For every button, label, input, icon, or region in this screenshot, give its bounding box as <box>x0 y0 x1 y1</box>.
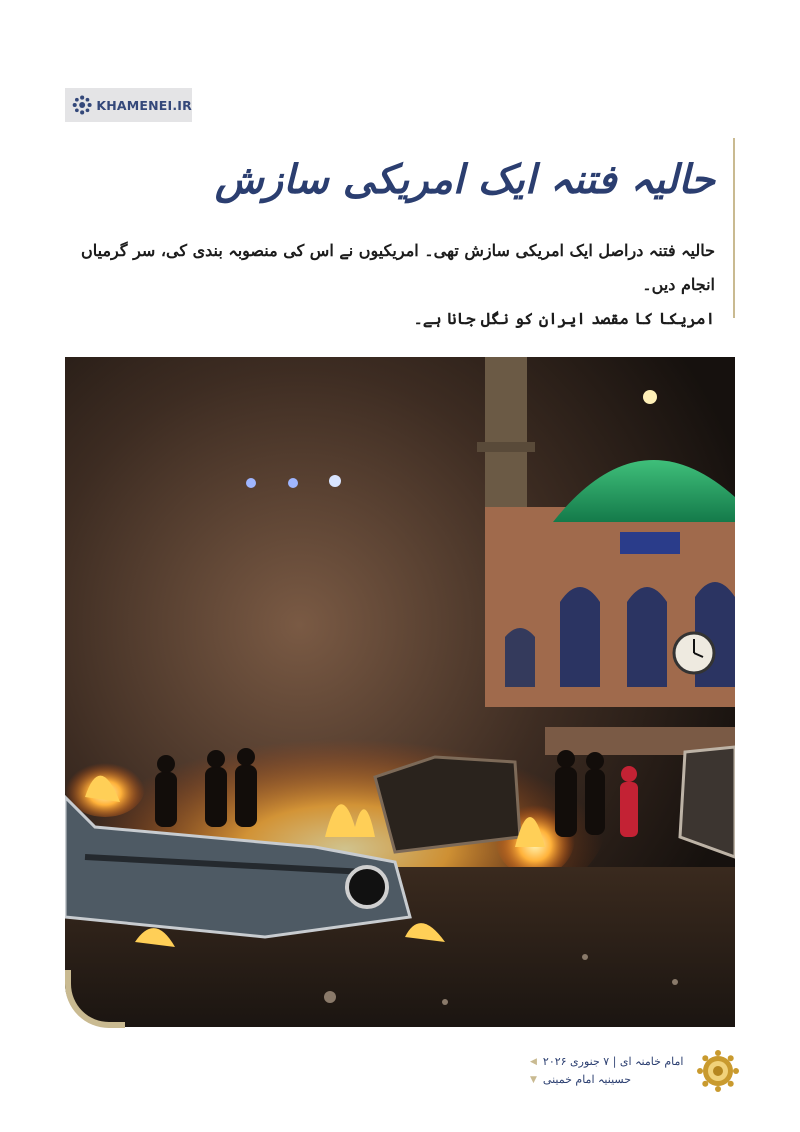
triangle-marker-icon: ◀ <box>530 1057 537 1067</box>
page-title: حالیہ فتنہ ایک امریکی سازش <box>214 156 715 203</box>
gold-medallion-icon <box>696 1049 740 1093</box>
lead-line-2: امریکا کا مقصد ایران کو نگل جانا ہے۔ <box>413 309 715 328</box>
source-venue: حسینیہ امام خمینی <box>542 1073 632 1086</box>
rosette-logo-icon <box>71 93 93 117</box>
source-lines <box>530 1053 684 1089</box>
triangle-marker-icon: ▼ <box>530 1075 537 1085</box>
article-header <box>80 138 735 328</box>
footer-source <box>530 1046 740 1096</box>
source-line-venue <box>530 1071 684 1089</box>
logo-text: KHAMENEI.IR <box>96 97 192 113</box>
source-speaker-date: امام خامنہ ای | ۷ جنوری ۲۰۲۶ <box>542 1055 684 1068</box>
lead-paragraph <box>80 234 715 336</box>
street-riot-photo <box>65 357 735 1027</box>
lead-line-1: حالیہ فتنہ دراصل ایک امریکی سازش تھی۔ امریکیوں نے اس کی منصوبہ بندی کی، سر گرمیاں انجام دیں۔ <box>81 241 715 294</box>
source-line-speaker <box>530 1053 684 1071</box>
site-logo[interactable] <box>65 88 192 122</box>
